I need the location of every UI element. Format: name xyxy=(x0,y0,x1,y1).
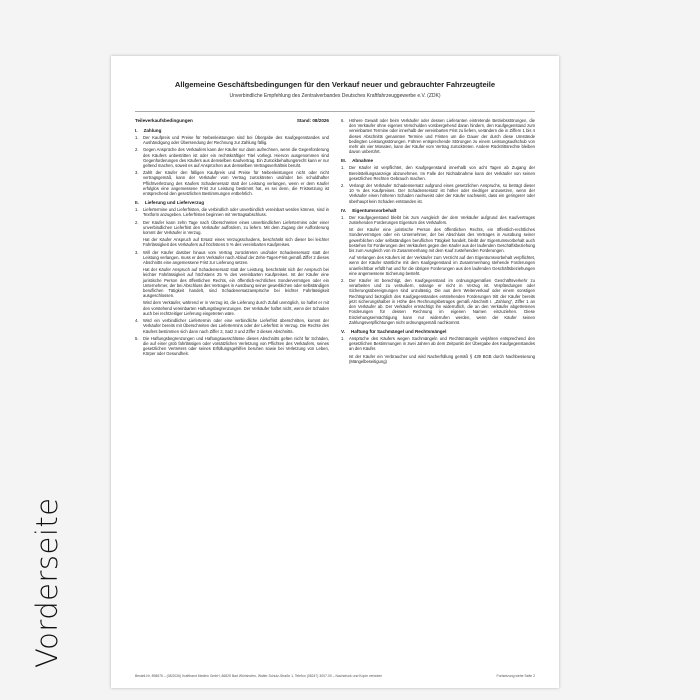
section-title: Lieferung und Lieferverzug xyxy=(144,200,205,206)
clause-text: Die Haftungsbegrenzungen und Haftungsausschlüsse dieses Abschnitts gelten nicht für Schäden, die auf einer grob fahrlässigen oder vorsätzlichen Verletzung von Pflichten des Verkäufers, seines gesetzlichen Vertreters oder seines Erfüllungsgehilfen beruhen sowie bei Verletzung von Leben, Körper oder Gesundheit. xyxy=(143,335,329,357)
clause-number: 3. xyxy=(135,249,139,255)
document-page xyxy=(111,56,559,688)
terms-stand: Stand: 08/2026 xyxy=(296,118,329,123)
clause-number: 2. xyxy=(341,183,345,189)
section-heading xyxy=(341,208,535,213)
clause-text: Will der Käufer darüber hinaus vom Vertrag zurücktreten und/oder Schadensersatz statt der Leistung verlangen, muss er dem Verkäufer nach Ablauf der Zehn-Tages-Frist gemäß Ziffer 2 dieses Abschnitts eine angemessene Frist zur Lieferung setzen. xyxy=(143,249,329,266)
clause-item xyxy=(341,183,535,204)
right-column-body xyxy=(341,118,535,364)
document-columns xyxy=(135,118,535,366)
clause-number: 6. xyxy=(341,118,345,123)
clause-text: Der Kaufpreis und Preise für Nebenleistungen sind bei Übergabe des Kaufgegenstandes und Aushändigung oder Übersendung der Rechnung zur Zahlung fällig. xyxy=(143,135,329,146)
clause-text: Der Käufer ist berechtigt, den Kaufgegenstand im ordnungsgemäßen Geschäftsverkehr zu verarbeiten und zu veräußern, solange er nicht in Verzug ist. Verpfändungen oder Sicherungsübereignungen sind unzulässig. Die aus dem Weiterverkauf oder einem sonstigen Rechtsgrund bezüglich des Kaufgegenstandes entstehenden Forderungen tritt der Käufer bereits jetzt sicherungshalber in Höhe des Rechnungsbetrages gemäß Abschnitt I. „Zahlung“, Ziffer 1 an den Verkäufer ab. Der Verkäufer ermächtigt ihn widerruflich, die an den Verkäufer abgetretenen Forderungen für dessen Rechnung im eigenen Namen einzuziehen. Diese Einziehungsermächtigung kann nur widerrufen werden, wenn der Käufer seinen Zahlungsverpflichtungen nicht ordnungsgemäß nachkommt. xyxy=(349,278,535,325)
right-column xyxy=(341,118,535,366)
terms-header xyxy=(135,118,329,123)
left-column-body xyxy=(135,128,329,357)
section-heading xyxy=(135,128,329,133)
section-heading xyxy=(135,200,329,205)
clause-text: Der Kaufgegenstand bleibt bis zum Ausgleich der dem Verkäufer aufgrund des Kaufvertrages zustehenden Forderungen Eigentum des Verkäufers. xyxy=(349,214,535,226)
clause-text: Wird ein verbindlicher Liefertermin oder eine verbindliche Lieferfrist überschritten, kommt der Verkäufer bereits mit Überschreiten des Liefertermins oder der Lieferfrist in Verzug. Die Rechte des Käufers bestimmen sich dann nach Ziffer 2, Satz 3 und Ziffer 3 dieses Abschnitts. xyxy=(143,318,329,334)
terms-header-label: Teileverkaufsbedingungen xyxy=(135,118,193,123)
footer-continuation: Fortsetzung siehe Seite 2 xyxy=(496,674,535,678)
section-number: II. xyxy=(135,200,139,206)
clause-text: Der Käufer kann zehn Tage nach Überschreiten eines unverbindlichen Liefertermins oder einer unverbindlichen Lieferfrist den Verkäufer auffordern, zu liefern. Mit dem Zugang der Aufforderung kommt der Verkäufer in Verzug. xyxy=(143,219,329,236)
clause-text: Ansprüche des Käufers wegen Sachmängeln und Rechtsmängeln verjähren entsprechend den gesetzlichen Bestimmungen in zwei Jahren ab dem Zeitpunkt der Übergabe des Kaufgegenstandes an den Käufer. xyxy=(349,335,535,352)
clause-number: 2. xyxy=(135,219,139,225)
clause-item xyxy=(135,336,329,357)
clause-number: 1. xyxy=(135,135,139,140)
clause-number: 4. xyxy=(135,318,139,324)
header-divider xyxy=(135,111,535,112)
page-footer xyxy=(135,674,535,678)
clause-text: Liefertermine und Lieferfristen, die verbindlich oder unverbindlich vereinbart werden können, sind in Textform anzugeben. Lieferfristen beginnen mit Vertragsabschluss. xyxy=(143,207,329,218)
clause-paragraph: Hat der Käufer Anspruch auf Schadensersatz statt der Leistung, beschränkt sich der Anspruch bei leichter Fahrlässigkeit auf höchstens 25 % des vereinbarten Kaufpreises. Ist der Käufer eine juristische Person des öffentlichen Rechts, ein öffentlich-rechtliches Sondervermögen oder ein Unternehmer, der bei Abschluss des Vertrages in Ausübung seiner gewerblichen oder selbständigen beruflichen Tätigkeit handelt, sind Schadenersatzansprüche bei leichter Fahrlässigkeit ausgeschlossen. xyxy=(143,267,329,299)
section-title: Zahlung xyxy=(143,128,162,133)
clause-text: Zahlt der Käufer den fälligen Kaufpreis und Preise für Nebenleistungen nicht oder nicht vertragsgemäß, kann der Verkäufer vom Vertrag zurücktreten und/oder bei schuldhafter Pflichtverletzung des Käufers Schadenersatz statt der Leistung verlangen, wenn er dem Käufer erfolglos eine angemessene Frist zur Leistung bestimmt hat, es sei denn, die Fristsetzung ist entsprechend den gesetzlichen Bestimmungen entbehrlich. xyxy=(143,170,329,197)
section-heading xyxy=(341,329,535,334)
clause-number: 1. xyxy=(341,214,345,220)
section-number: IV. xyxy=(341,207,347,213)
clause-item xyxy=(341,278,535,325)
left-column xyxy=(135,118,329,366)
clause-text: Der Käufer ist verpflichtet, den Kaufgegenstand innerhalb von acht Tagen ab Zugang der Bereitstellungsanzeige abzunehmen. Im Falle der Nichtabnahme kann der Verkäufer von seinen gesetzlichen Rechten Gebrauch machen. xyxy=(349,165,535,181)
document-subtitle: Unverbindliche Empfehlung des Zentralverbandes Deutsches Kraftfahrzeuggewerbe e.V. (ZDK) xyxy=(229,93,441,99)
clause-number: 2. xyxy=(341,278,345,284)
clause-item xyxy=(135,170,329,196)
clause-paragraph: Hat der Käufer Anspruch auf Ersatz eines Verzugsschadens, beschränkt sich dieser bei leichter Fahrlässigkeit des Verkäufers auf höchstens 5 % des vereinbarten Kaufpreises. xyxy=(143,237,329,248)
clause-text: Gegen Ansprüche des Verkäufers kann der Käufer nur dann aufrechnen, wenn die Gegenforderung des Käufers unbestritten ist oder ein rechtskräftiger Titel vorliegt. Hiervon ausgenommen sind Gegenforderungen des Käufers aus demselben Kaufvertrag. Ein Zurückbehaltungsrecht kann er nur geltend machen, soweit es auf Ansprüchen aus demselben Vertragsverhältnis beruht. xyxy=(143,147,329,169)
page-side-label: Vorderseite xyxy=(30,497,64,668)
section-title: Haftung für Sachmängel und Rechtsmängel xyxy=(350,328,447,334)
section-heading xyxy=(341,158,535,163)
clause-item xyxy=(135,220,329,236)
clause-paragraph: Wird dem Verkäufer, während er in Verzug ist, die Lieferung durch Zufall unmöglich, so haftet er mit den vorstehend vereinbarten Haftungsbegrenzungen. Der Verkäufer haftet nicht, wenn der Schaden auch bei rechtzeitiger Lieferung eingetreten wäre. xyxy=(143,300,329,316)
footer-imprint: Bestell-Nr. 898676 – (08/2026) Krafthand Medien GmbH, 86825 Bad Wörishofen, Walter-Schulz-Straße 1, Telefon (08247) 3007-00 – Nachdruck und Kopie verboten xyxy=(135,674,383,678)
clause-item xyxy=(135,250,329,266)
section-number: V. xyxy=(341,328,345,334)
clause-number: 1. xyxy=(341,335,345,341)
section-number: III. xyxy=(341,158,347,164)
document-title: Allgemeine Geschäftsbedingungen für den Verkauf neuer und gebrauchter Fahrzeugteile xyxy=(174,80,496,89)
section-number: I. xyxy=(135,128,138,133)
clause-item xyxy=(135,318,329,334)
clause-item xyxy=(341,165,535,181)
clause-item xyxy=(135,135,329,145)
clause-number: 1. xyxy=(341,165,345,171)
section-title: Abnahme xyxy=(352,158,374,164)
clause-paragraph: Auf Verlangen des Käufers ist der Verkäufer zum Verzicht auf den Eigentumsvorbehalt verpflichtet, wenn der Käufer sämtliche mit dem Kaufgegenstand im Zusammenhang stehende Forderungen unanfechtbar erfüllt hat und für die übrigen Forderungen aus den laufenden Geschäftsbeziehungen eine angemessene Sicherung besteht. xyxy=(349,255,535,276)
clause-paragraph: Ist der Käufer ein Verbraucher und wird Nacherfüllung gemäß § 439 BGB durch Nachbesserung (Mängelbeseitigung) xyxy=(349,353,535,364)
clause-number: 3. xyxy=(135,170,139,176)
clause-item xyxy=(341,336,535,352)
clause-text: Verlangt der Verkäufer Schadensersatz aufgrund eines gesetzlichen Anspruchs, so beträgt dieser 10 % des Kaufpreises. Der Schadensersatz ist höher oder niedriger anzusetzen, wenn der Verkäufer einen höheren Schaden nachweist oder der Käufer nachweist, dass ein geringerer oder überhaupt kein Schaden entstanden ist. xyxy=(349,183,535,204)
clause-number: 5. xyxy=(135,335,139,341)
clause-item xyxy=(135,207,329,217)
section-title: Eigentumsvorbehalt xyxy=(352,207,397,213)
clause-text: Höhere Gewalt oder beim Verkäufer oder dessen Lieferanten eintretende Betriebsstörungen, die den Verkäufer ohne eigenes Verschulden vorübergehend daran hindern, den Kaufgegenstand zum vereinbarten Termine oder innerhalb der vereinbarten Frist zu liefern, verändern die in Ziffern 1 bis 4 dieses Abschnitts genannten Termine und Fristen um die Dauer der durch diese Umstände bedingten Leistungsstörungen. Führen entsprechende Störungen zu einem Leistungsaufschub von mehr als vier Monaten, kann der Käufer vom Vertrag zurücktreten. Andere Rücktrittsrechte bleiben davon unberührt. xyxy=(349,118,535,155)
clause-item xyxy=(341,215,535,225)
clause-number: 1. xyxy=(135,207,139,213)
clause-paragraph: Ist der Käufer eine juristische Person des öffentlichen Rechts, ein öffentlich-rechtliches Sondervermögen oder ein Unternehmer, der bei Abschluss des Vertrages in Ausübung seiner gewerblichen oder selbständigen beruflichen Tätigkeit handelt, bleibt der Eigentumsvorbehalt auch bestehen für Forderungen des Verkäufers gegen den Käufer aus der laufenden Geschäftsbeziehung bis zum Ausgleich von im Zusammenhang mit dem Kauf zustehenden Forderungen. xyxy=(349,227,536,254)
clause-item xyxy=(135,147,329,168)
clause-item xyxy=(341,118,535,154)
clause-number: 2. xyxy=(135,147,139,153)
